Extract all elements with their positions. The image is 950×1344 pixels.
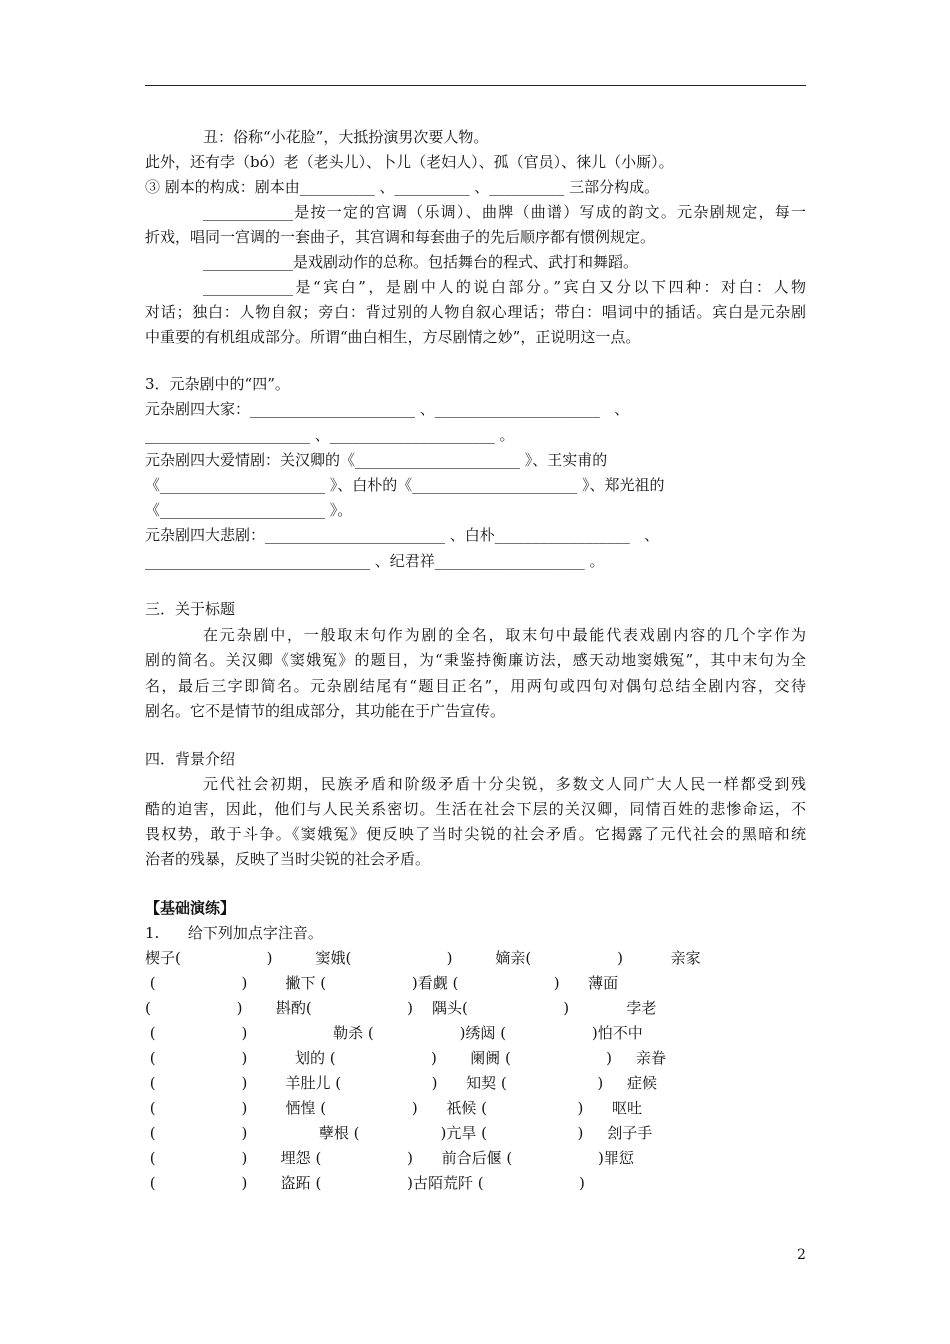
text-line: ③ 剧本的构成：剧本由__________ 、__________ 、__________ 三部分构成。: [145, 178, 660, 196]
text-line: 治者的残暴，反映了当时尖锐的社会矛盾。: [145, 850, 431, 868]
text-line: 在元杂剧中，一般取末句作为剧的全名，取末句中最能代表戏剧内容的几个字作为: [203, 626, 806, 644]
fill-blank-line: 元杂剧四大悲剧：________________________ 、白朴__________________ 、: [145, 526, 660, 544]
section-heading: 四．背景介绍: [145, 750, 236, 768]
fill-blank-line: ______________________ 、______________________ 。: [145, 426, 515, 444]
pinyin-line: ( ) 埋怨 ( ) 前合后偃 ( )罪愆: [145, 1149, 634, 1167]
section-heading: 3．元杂剧中的“四”。: [145, 375, 290, 393]
pinyin-line: 楔子( ) 窦娥( ) 嫡亲( ) 亲家: [145, 949, 701, 967]
text-line: 畏权势，敢于斗争。《窦娥冤》便反映了当时尖锐的社会矛盾。它揭露了元代社会的黑暗和统: [145, 825, 806, 843]
header-rule: [145, 85, 806, 86]
fill-blank-line: 《______________________ 》。: [145, 501, 353, 519]
text-line: 折戏，唱同一宫调的一套曲子，其宫调和每套曲子的先后顺序都有惯例规定。: [145, 228, 656, 246]
pinyin-line: ( ) 斟酌( ) 隅头( ) 孛老: [145, 999, 657, 1017]
text-line: 丑：俗称“小花脸”，大抵扮演男次要人物。: [203, 128, 489, 146]
pinyin-line: ( ) 勒杀 ( )绣闼 ( )怕不中: [145, 1024, 643, 1042]
text-line: 酷的迫害，因此，他们与人民关系密切。生活在社会下层的关汉卿，同情百姓的悲惨命运，不: [145, 800, 806, 818]
text-line: 剧名。它不是情节的组成部分，其功能在于广告宣传。: [145, 702, 506, 720]
text-line: 中重要的有机组成部分。所谓“曲白相生，方尽剧情之妙”，正说明这一点。: [145, 328, 641, 346]
pinyin-line: ( ) 划的 ( ) 阑阓 ( ) 亲眷: [145, 1049, 666, 1067]
text-line: 元代社会初期，民族矛盾和阶级矛盾十分尖锐，多数文人同广大人民一样都受到残: [203, 775, 806, 793]
fill-blank-line: 《______________________ 》、白朴的《______________________ 》、郑光祖的: [145, 476, 665, 494]
text-line: 此外，还有孛（bó）老（老头儿）、卜儿（老妇人）、孤（官员）、徕儿（小厮）。: [145, 153, 674, 171]
text-line: 剧的简名。关汉卿《窦娥冤》的题目，为“秉鉴持衡廉访法，感天动地窦娥冤”，其中末句为全: [145, 651, 806, 669]
exercise-question: 1. 给下列加点字注音。: [145, 924, 323, 942]
pinyin-line: ( ) 盗跖 ( )古陌荒阡 ( ): [145, 1174, 585, 1192]
section-heading: 三．关于标题: [145, 600, 236, 618]
fill-blank-line: 元杂剧四大爱情剧：关汉卿的《______________________ 》、王实甫的: [145, 451, 608, 469]
text-line: 对话；独白：人物自叙；旁白：背过别的人物自叙心理话；带白：唱词中的插话。宾白是元杂剧: [145, 303, 806, 321]
pinyin-line: ( ) 恓惶 ( ) 祇候 ( ) 呕吐: [145, 1099, 643, 1117]
text-line: ____________是按一定的宫调（乐调）、曲牌（曲谱）写成的韵文。元杂剧规定，每一: [203, 203, 806, 221]
fill-blank-line: ______________________________ 、纪君祥____________________ 。: [145, 552, 605, 570]
pinyin-line: ( ) 羊肚儿 ( ) 知契 ( ) 症候: [145, 1074, 658, 1092]
pinyin-line: ( ) 撇下 ( )看觑 ( ) 薄面: [145, 974, 619, 992]
page-number: 2: [797, 1247, 806, 1263]
text-line: 名，最后三字即简名。元杂剧结尾有“题目正名”，用两句或四句对偶句总结全剧内容，交待: [145, 677, 806, 695]
pinyin-line: ( ) 孽根 ( )亢旱 ( ) 刽子手: [145, 1124, 653, 1142]
fill-blank-line: 元杂剧四大家：______________________ 、______________________ 、: [145, 400, 630, 418]
text-line: ____________是“宾白”，是剧中人的说白部分。”宾白又分以下四种：对白：人物: [203, 278, 806, 296]
text-line: ____________是戏剧动作的总称。包括舞台的程式、武打和舞蹈。: [203, 253, 639, 271]
exercise-heading: 【基础演练】: [145, 899, 236, 917]
